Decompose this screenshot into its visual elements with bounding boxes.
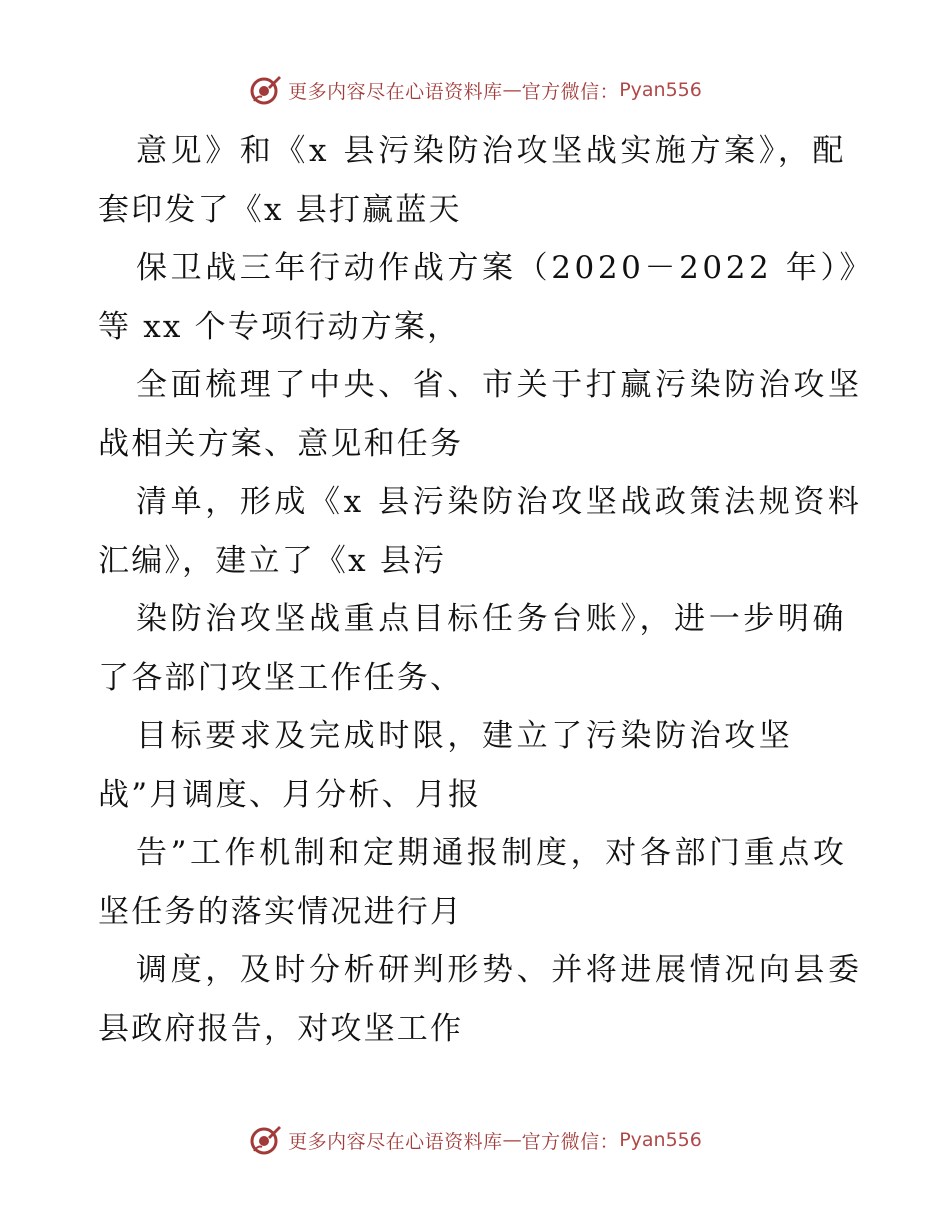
- body-line: 坚任务的落实情况进行月: [98, 893, 464, 930]
- watermark-site-text: 更多内容尽在心语资料库: [288, 80, 503, 103]
- watermark-wechat-label: 官方微信：: [521, 1130, 620, 1153]
- pen-logo-icon: [248, 73, 282, 107]
- body-line: 调度，及时分析研判形势、并将进展情况向县委: [136, 952, 863, 988]
- body-line: 战”月调度、月分析、月报: [98, 776, 482, 813]
- watermark-separator: —: [502, 79, 522, 101]
- body-line: 汇编》，建立了《x 县污: [98, 542, 447, 579]
- watermark-separator: —: [502, 1129, 522, 1151]
- pen-logo-icon: [248, 1123, 282, 1157]
- body-line: 染防治攻坚战重点目标任务台账》，进一步明确: [136, 601, 848, 637]
- document-body: [98, 122, 875, 1058]
- watermark-wechat-id: Pyan556: [619, 79, 702, 101]
- watermark-site-text: 更多内容尽在心语资料库: [288, 1130, 503, 1153]
- body-line: 意见》和《x 县污染防治攻坚战实施方案》，配: [136, 133, 848, 169]
- body-line: 县政府报告，对攻坚工作: [98, 1010, 464, 1047]
- body-line: 目标要求及完成时限，建立了污染防治攻坚: [136, 718, 794, 754]
- body-line: 等 xx 个专项行动方案，: [98, 308, 461, 345]
- watermark-wechat-label: 官方微信：: [521, 80, 620, 103]
- body-line: 保卫战三年行动作战方案（2020－2022 年）》: [136, 250, 875, 286]
- body-line: 了各部门攻坚工作任务、: [98, 659, 464, 696]
- body-line: 全面梳理了中央、省、市关于打赢污染防治攻坚: [136, 367, 863, 403]
- header-watermark: [0, 70, 950, 110]
- footer-watermark: [0, 1120, 950, 1160]
- body-line: 套印发了《x 县打赢蓝天: [98, 191, 462, 228]
- body-line: 战相关方案、意见和任务: [98, 425, 464, 462]
- watermark-wechat-id: Pyan556: [619, 1129, 702, 1151]
- body-line: 告”工作机制和定期通报制度，对各部门重点攻: [136, 835, 848, 871]
- body-line: 清单，形成《x 县污染防治攻坚战政策法规资料: [136, 484, 863, 520]
